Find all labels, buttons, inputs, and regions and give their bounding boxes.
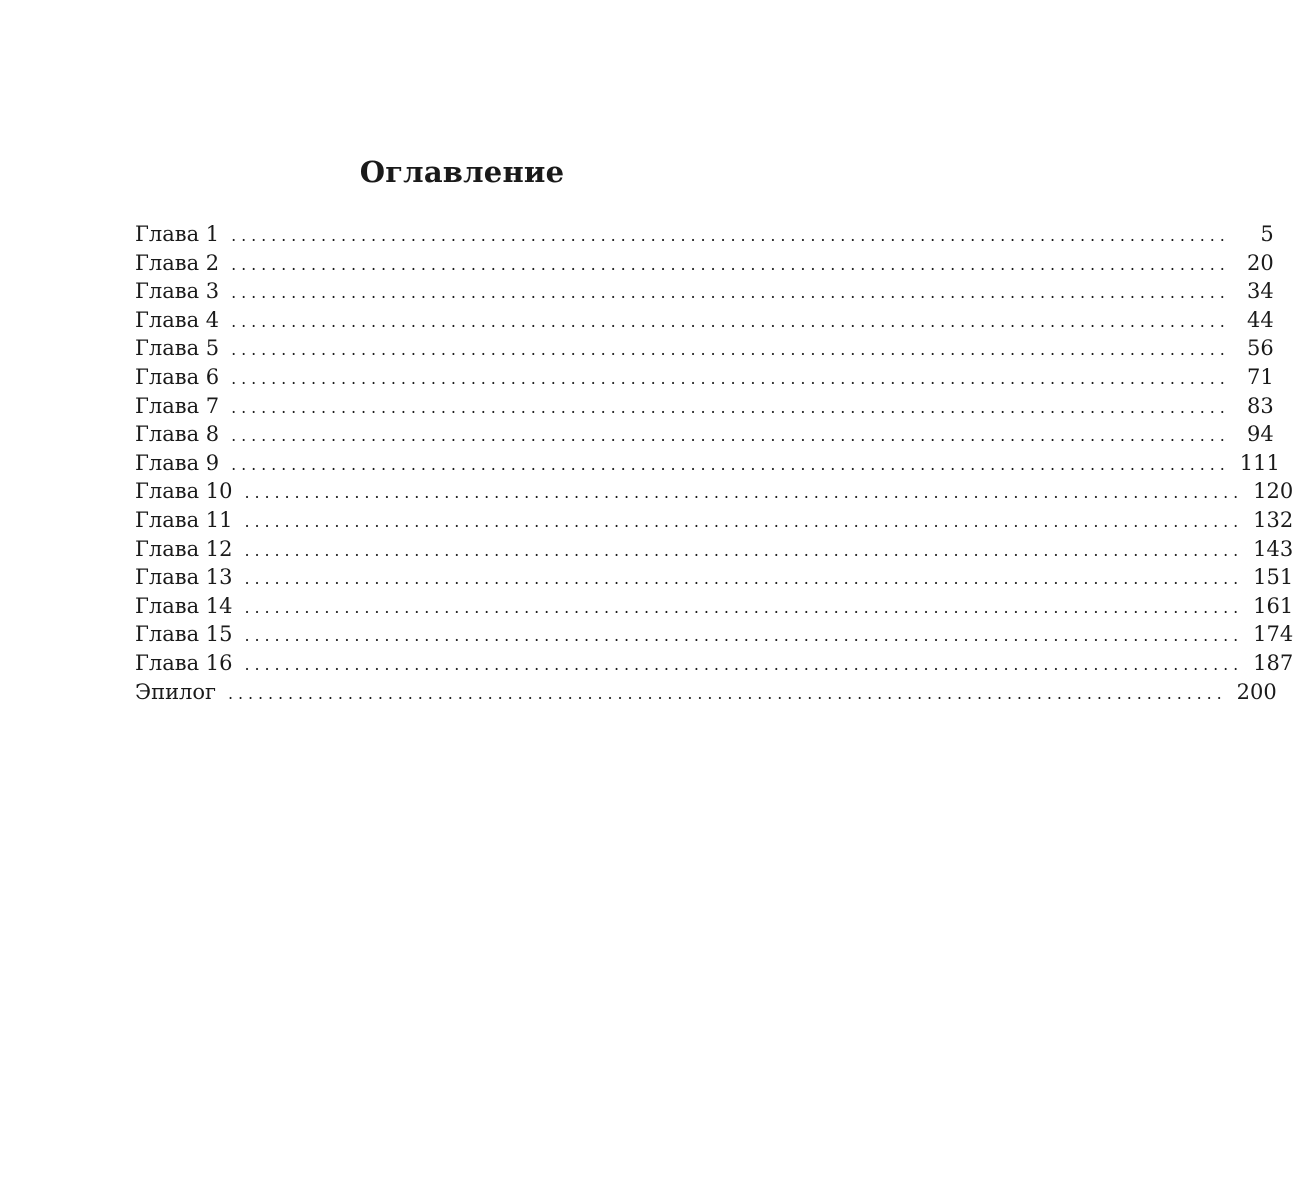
dot-leader: ....................................................................................................	[244, 540, 1244, 560]
toc-entry-page: 83	[1247, 393, 1274, 418]
toc-entry	[135, 678, 1277, 707]
toc-entry-label: Глава 5	[135, 336, 220, 361]
toc-entry-label: Глава 13	[135, 565, 233, 590]
toc-entry	[135, 649, 1293, 678]
toc-entry	[135, 220, 1274, 249]
dot-leader: ....................................................................................................	[231, 368, 1230, 388]
toc-entry	[135, 620, 1293, 649]
toc-entry	[135, 477, 1293, 506]
toc-entry-label: Глава 4	[135, 307, 220, 332]
toc-entry-page: 200	[1236, 679, 1277, 704]
toc-entry	[135, 249, 1274, 278]
toc-entry	[135, 392, 1274, 421]
toc-entry	[135, 363, 1274, 392]
toc-entry	[135, 563, 1293, 592]
dot-leader: ....................................................................................................	[228, 683, 1227, 703]
toc-entry-label: Глава 9	[135, 450, 220, 475]
dot-leader: ....................................................................................................	[244, 626, 1244, 646]
toc-entry-label: Глава 10	[135, 479, 233, 504]
table-of-contents	[135, 220, 1293, 706]
toc-entry-label: Глава 14	[135, 593, 233, 618]
dot-leader: ....................................................................................................	[244, 654, 1244, 674]
toc-entry	[135, 277, 1274, 306]
toc-entry-page: 94	[1247, 422, 1274, 447]
page-title: Оглавление	[359, 155, 565, 189]
toc-entry-page: 44	[1247, 307, 1274, 332]
toc-entry-page: 71	[1247, 364, 1274, 389]
dot-leader: ....................................................................................................	[244, 597, 1244, 617]
toc-entry-label: Глава 6	[135, 364, 220, 389]
toc-entry-label: Глава 1	[135, 222, 220, 246]
dot-leader: ....................................................................................................	[231, 454, 1230, 474]
toc-entry	[135, 420, 1274, 449]
dot-leader: ....................................................................................................	[231, 283, 1230, 303]
toc-entry	[135, 306, 1274, 335]
toc-entry-label: Эпилог	[135, 679, 217, 704]
toc-entry-page: 151	[1253, 565, 1293, 590]
toc-entry-page: 120	[1253, 479, 1293, 504]
dot-leader: ....................................................................................................	[231, 426, 1230, 446]
toc-entry-label: Глава 12	[135, 536, 233, 561]
dot-leader: ....................................................................................................	[244, 569, 1244, 589]
toc-entry-page: 111	[1239, 450, 1280, 475]
dot-leader: ....................................................................................................	[231, 311, 1230, 331]
toc-entry	[135, 449, 1280, 478]
toc-entry-page: 143	[1253, 536, 1293, 561]
dot-leader: ....................................................................................................	[231, 226, 1230, 245]
toc-entry	[135, 592, 1293, 621]
toc-entry-page: 132	[1253, 507, 1293, 532]
dot-leader: ....................................................................................................	[231, 340, 1230, 360]
toc-entry-label: Глава 11	[135, 507, 233, 532]
dot-leader: ....................................................................................................	[231, 254, 1230, 274]
toc-entry-label: Глава 15	[135, 622, 233, 647]
toc-entry-page: 174	[1253, 622, 1293, 647]
toc-entry-label: Глава 2	[135, 250, 220, 275]
toc-entry-page: 20	[1247, 250, 1274, 275]
toc-entry-label: Глава 8	[135, 422, 220, 447]
dot-leader: ....................................................................................................	[244, 483, 1244, 503]
toc-entry-label: Глава 7	[135, 393, 220, 418]
toc-entry-label: Глава 16	[135, 650, 233, 675]
toc-entry-page: 34	[1247, 279, 1274, 304]
toc-entry-label: Глава 3	[135, 279, 220, 304]
toc-entry	[135, 506, 1293, 535]
toc-entry-page: 161	[1253, 593, 1293, 618]
dot-leader: ....................................................................................................	[231, 397, 1230, 417]
toc-entry-page: 5	[1260, 222, 1274, 246]
toc-entry-page: 56	[1247, 336, 1274, 361]
toc-entry	[135, 535, 1293, 564]
dot-leader: ....................................................................................................	[244, 511, 1244, 531]
toc-entry	[135, 334, 1274, 363]
toc-entry-page: 187	[1253, 650, 1293, 675]
